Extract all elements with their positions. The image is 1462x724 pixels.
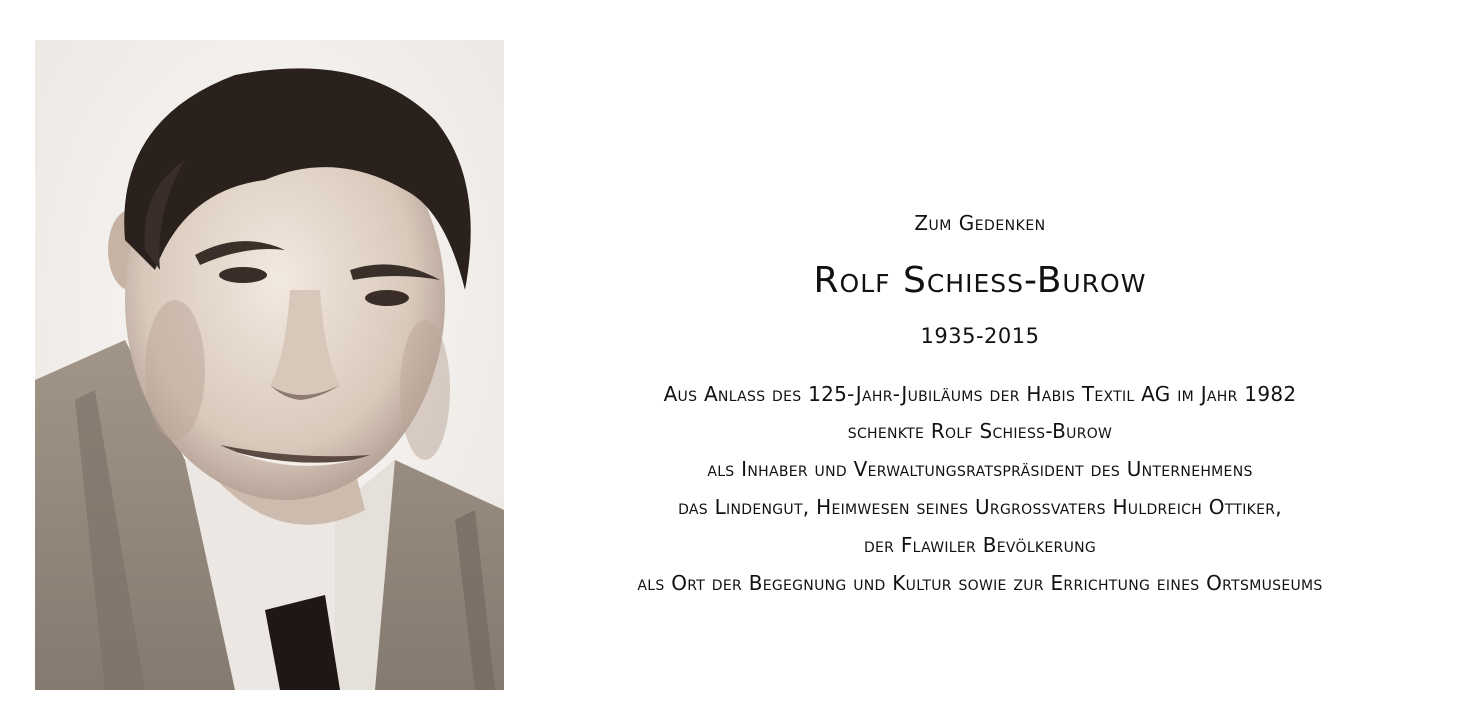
portrait-image [35, 40, 504, 690]
memorial-name: Rolf Schiess-Burow [813, 260, 1147, 301]
memorial-line: schenkte Rolf Schiess-Burow [847, 419, 1113, 443]
memorial-line: der Flawiler Bevölkerung [863, 533, 1097, 557]
memorial-heading: Zum Gedenken [914, 211, 1046, 235]
memorial-line: das Lindengut, Heimwesen seines Urgrossvaters Huldreich Ottiker, [678, 495, 1282, 519]
memorial-line: Aus Anlass des 125-Jahr-Jubiläums der Habis Textil AG im Jahr 1982 [663, 382, 1297, 406]
memorial-line: als Ort der Begegnung und Kultur sowie zur Errichtung eines Ortsmuseums [637, 571, 1323, 595]
portrait-photo [35, 40, 504, 690]
memorial-text-block [520, 0, 1440, 724]
memorial-line: als Inhaber und Verwaltungsratspräsident des Unternehmens [707, 457, 1253, 481]
memorial-years: 1935-2015 [920, 324, 1040, 348]
